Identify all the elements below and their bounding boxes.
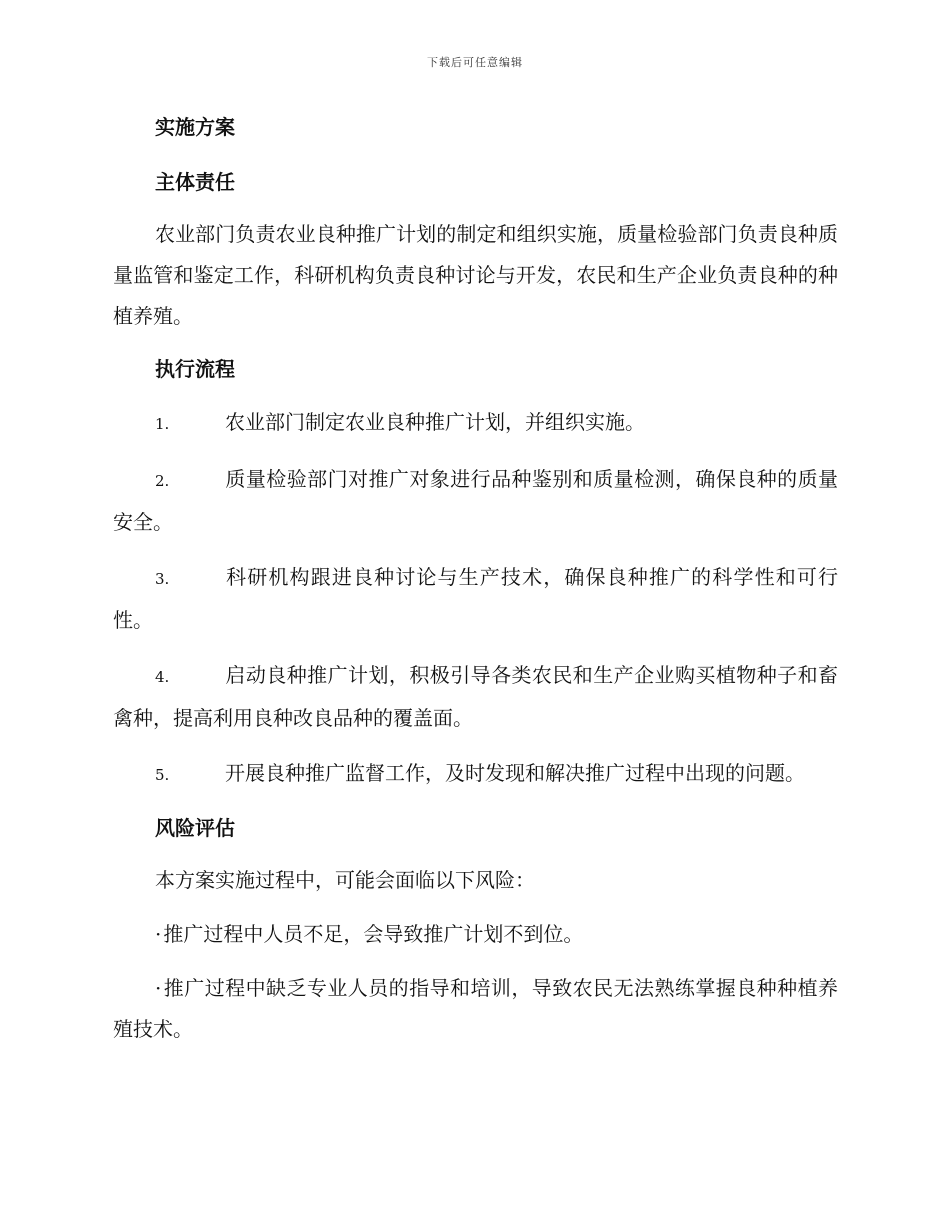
- risk-bullet-2: [113, 968, 838, 1050]
- risk-intro-paragraph: 本方案实施过程中，可能会面临以下风险：: [155, 868, 535, 892]
- responsibility-paragraph: 农业部门负责农业良种推广计划的制定和组织实施，质量检验部门负责良种质量监管和鉴定工作，科研机构负责良种讨论与开发，农民和生产企业负责良种的种植养殖。: [113, 222, 838, 328]
- step-text: 质量检验部门对推广对象进行品种鉴别和质量检测，确保良种的质量安全。: [113, 467, 838, 534]
- process-step-5: [113, 753, 838, 796]
- process-step-1: [113, 402, 838, 445]
- bullet-dot: ·: [155, 922, 162, 946]
- bullet-text: 推广过程中人员不足，会导致推广计划不到位。: [163, 922, 584, 946]
- step-number: 5.: [155, 766, 170, 784]
- step-number: 1.: [155, 415, 170, 433]
- section-heading-risk: 风险评估: [155, 816, 235, 840]
- step-number: 3.: [155, 570, 170, 588]
- page-header-note: 下载后可任意编辑: [427, 56, 523, 69]
- step-number: 2.: [155, 472, 170, 490]
- step-text: 开展良种推广监督工作，及时发现和解决推广过程中出现的问题。: [225, 761, 805, 785]
- section-heading-process: 执行流程: [155, 357, 235, 381]
- document-body: [113, 108, 838, 1050]
- bullet-text: 推广过程中缺乏专业人员的指导和培训，导致农民无法熟练掌握良种种植养殖技术。: [113, 976, 838, 1041]
- step-number: 4.: [155, 668, 170, 686]
- step-text: 科研机构跟进良种讨论与生产技术，确保良种推广的科学性和可行性。: [113, 565, 838, 632]
- process-step-3: [113, 557, 838, 641]
- document-title: 实施方案: [155, 115, 235, 139]
- section-heading-responsibility: 主体责任: [155, 170, 235, 194]
- bullet-dot: ·: [155, 976, 162, 1000]
- process-step-4: [113, 655, 838, 739]
- step-text: 农业部门制定农业良种推广计划，并组织实施。: [225, 410, 645, 434]
- risk-bullet-1: [113, 914, 838, 955]
- step-text: 启动良种推广计划，积极引导各类农民和生产企业购买植物种子和畜禽种，提高利用良种改良品种的覆盖面。: [113, 663, 838, 730]
- process-step-2: [113, 459, 838, 543]
